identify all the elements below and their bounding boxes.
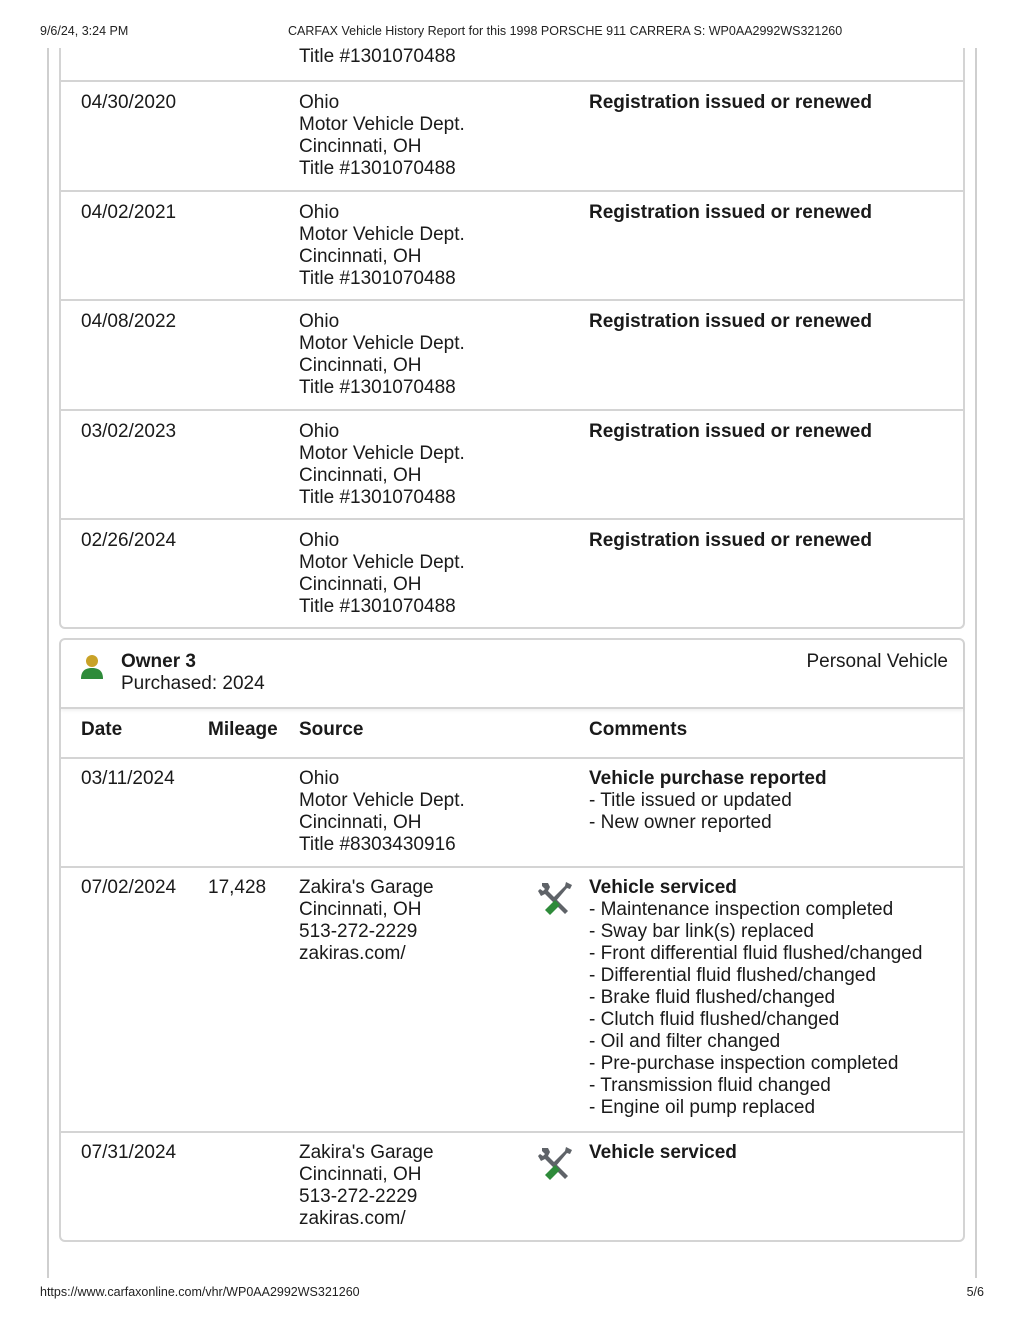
source-line: Cincinnati, OH xyxy=(299,574,422,595)
comment-item: - Pre-purchase inspection completed xyxy=(589,1053,959,1075)
record-comment: Registration issued or renewed xyxy=(589,92,872,113)
record-date: 07/02/2024 xyxy=(81,877,177,898)
source-line: Ohio xyxy=(299,530,340,551)
source-line: Cincinnati, OH xyxy=(299,246,422,267)
record-row xyxy=(61,411,963,520)
record-date: 07/31/2024 xyxy=(81,1142,177,1163)
source-line: zakiras.com/ xyxy=(299,1208,406,1229)
print-title: CARFAX Vehicle History Report for this 1998 PORSCHE 911 CARRERA S: WP0AA2992WS321260 xyxy=(288,24,843,38)
source-line: zakiras.com/ xyxy=(299,943,406,964)
source-line: 513-272-2229 xyxy=(299,1186,418,1207)
source-line: Zakira's Garage xyxy=(299,1142,434,1163)
source-line: Title #1301070488 xyxy=(299,377,456,398)
record-source xyxy=(299,92,465,180)
print-footer xyxy=(40,1285,984,1303)
record-comment xyxy=(589,1142,959,1164)
record-comment: Registration issued or renewed xyxy=(589,530,872,551)
record-source xyxy=(299,530,465,618)
previous-owner-records-panel xyxy=(59,48,965,629)
page-number: 5/6 xyxy=(966,1285,984,1299)
record-row xyxy=(61,759,963,868)
record-date: 03/02/2023 xyxy=(81,421,177,442)
record-row xyxy=(61,520,963,626)
source-line: Title #1301070488 xyxy=(299,158,456,179)
comment-item: - Oil and filter changed xyxy=(589,1031,959,1053)
source-line: Motor Vehicle Dept. xyxy=(299,443,465,464)
table-header xyxy=(61,709,963,759)
column-mileage: Mileage xyxy=(208,719,278,740)
source-line: Motor Vehicle Dept. xyxy=(299,333,465,354)
source-line: Cincinnati, OH xyxy=(299,899,422,920)
comment-item: - Differential fluid flushed/changed xyxy=(589,965,959,987)
comment-item: - Maintenance inspection completed xyxy=(589,899,959,921)
source-line: Motor Vehicle Dept. xyxy=(299,552,465,573)
comment-item: - New owner reported xyxy=(589,812,959,834)
record-row xyxy=(61,1133,963,1240)
record-row xyxy=(61,192,963,301)
person-icon xyxy=(80,654,104,680)
record-comment: Registration issued or renewed xyxy=(589,202,872,223)
record-source xyxy=(299,768,465,856)
record-row-continued xyxy=(61,48,963,82)
service-tools-icon xyxy=(536,1144,576,1184)
comment-item: - Brake fluid flushed/changed xyxy=(589,987,959,1009)
source-line: Motor Vehicle Dept. xyxy=(299,224,465,245)
print-header xyxy=(40,24,984,42)
owner-header xyxy=(61,640,963,709)
record-date: 04/02/2021 xyxy=(81,202,177,223)
source-line: Cincinnati, OH xyxy=(299,355,422,376)
record-comment xyxy=(589,877,959,1119)
source-line: Cincinnati, OH xyxy=(299,1164,422,1185)
record-source xyxy=(299,421,465,509)
comment-item: - Transmission fluid changed xyxy=(589,1075,959,1097)
source-line: Ohio xyxy=(299,421,340,442)
column-comments: Comments xyxy=(589,719,688,740)
print-datetime: 9/6/24, 3:24 PM xyxy=(40,24,129,38)
page-rule-left xyxy=(47,48,49,1278)
record-date: 04/08/2022 xyxy=(81,311,177,332)
record-source xyxy=(299,1142,434,1230)
service-tools-icon xyxy=(536,879,576,919)
owner-purchased: Purchased: 2024 xyxy=(121,673,265,694)
vehicle-use-type: Personal Vehicle xyxy=(806,651,948,672)
source-line: Title #1301070488 xyxy=(299,46,456,67)
record-row xyxy=(61,868,963,1133)
source-line: Ohio xyxy=(299,92,340,113)
record-row xyxy=(61,301,963,411)
owner-name: Owner 3 xyxy=(121,651,196,672)
source-line: Cincinnati, OH xyxy=(299,136,422,157)
record-comment: Registration issued or renewed xyxy=(589,311,872,332)
record-date: 03/11/2024 xyxy=(81,768,175,789)
comment-item: - Sway bar link(s) replaced xyxy=(589,921,959,943)
record-comment: Registration issued or renewed xyxy=(589,421,872,442)
comment-title: Vehicle serviced xyxy=(589,877,737,898)
column-source: Source xyxy=(299,719,364,740)
record-source xyxy=(299,877,434,965)
record-date: 02/26/2024 xyxy=(81,530,177,551)
source-line: Cincinnati, OH xyxy=(299,465,422,486)
source-line: Title #1301070488 xyxy=(299,268,456,289)
source-line: Ohio xyxy=(299,768,340,789)
source-line: Motor Vehicle Dept. xyxy=(299,790,465,811)
source-line: Title #1301070488 xyxy=(299,596,456,617)
column-date: Date xyxy=(81,719,123,740)
comment-title: Vehicle purchase reported xyxy=(589,768,827,789)
source-line: Zakira's Garage xyxy=(299,877,434,898)
record-source xyxy=(299,311,465,399)
source-line: Cincinnati, OH xyxy=(299,812,422,833)
comment-title: Vehicle serviced xyxy=(589,1142,737,1163)
source-line: Title #8303430916 xyxy=(299,834,456,855)
comment-item: - Engine oil pump replaced xyxy=(589,1097,959,1119)
comment-item: - Title issued or updated xyxy=(589,790,959,812)
comment-item: - Front differential fluid flushed/changed xyxy=(589,943,959,965)
page-rule-right xyxy=(975,48,977,1278)
owner3-panel xyxy=(59,638,965,1242)
page-url: https://www.carfaxonline.com/vhr/WP0AA2992WS321260 xyxy=(40,1285,360,1299)
source-line: Ohio xyxy=(299,311,340,332)
record-comment xyxy=(589,768,959,834)
record-date: 04/30/2020 xyxy=(81,92,177,113)
record-mileage: 17,428 xyxy=(208,877,267,898)
comment-item: - Clutch fluid flushed/changed xyxy=(589,1009,959,1031)
source-line: Ohio xyxy=(299,202,340,223)
source-line: Title #1301070488 xyxy=(299,487,456,508)
record-row xyxy=(61,82,963,192)
record-source xyxy=(299,202,465,290)
source-line: Motor Vehicle Dept. xyxy=(299,114,465,135)
source-line: 513-272-2229 xyxy=(299,921,418,942)
